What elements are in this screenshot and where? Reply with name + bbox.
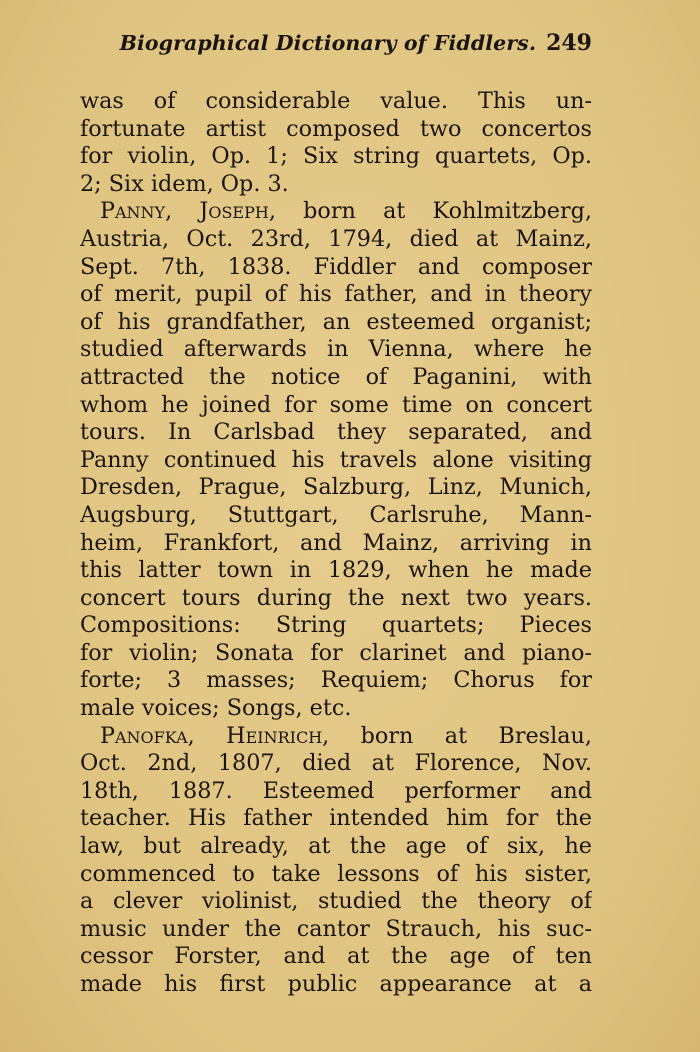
text-line: cessor Forster, and at the age of ten — [80, 943, 592, 970]
entry-headword-panny: Panny, Joseph, — [100, 198, 276, 225]
text-line: music under the cantor Strauch, his suc- — [80, 915, 592, 942]
text-line: this latter town in 1829, when he made — [80, 557, 592, 584]
entry-headword-panofka: Panofka, Heinrich, — [100, 722, 330, 749]
text-line: Compositions: String quartets; Pieces — [80, 612, 592, 639]
text-line: made his first public appearance at a — [80, 971, 592, 997]
text-line: whom he joined for some time on concert — [80, 391, 592, 418]
entry-heading-line-panofka — [80, 723, 592, 751]
text-line: tours. In Carlsbad they separated, and — [80, 419, 592, 446]
running-title: Biographical Dictionary of Fiddlers. — [119, 31, 537, 55]
entry-heading-rest-panny: born at Kohlmitzberg, — [275, 198, 592, 225]
text-line: studied afterwards in Vienna, where he — [80, 336, 592, 363]
text-line: forte; 3 masses; Requiem; Chorus for — [80, 667, 592, 694]
text-line: Sept. 7th, 1838. Fiddler and composer — [80, 253, 592, 280]
text-line: Panny continued his travels alone visiting — [80, 446, 592, 473]
text-line: attracted the notice of Paganini, with — [80, 363, 592, 390]
entry-heading-rest-panofka: born at Breslau, — [329, 722, 592, 749]
text-line: male voices; Songs, etc. — [80, 695, 352, 722]
text-line: a clever violinist, studied the theory of — [80, 888, 592, 915]
text-line: law, but already, at the age of six, he — [80, 833, 592, 860]
entry-heading-line-panny — [80, 198, 592, 226]
text-line: fortunate artist composed two concertos — [80, 115, 592, 142]
text-line: heim, Frankfort, and Mainz, arriving in — [80, 529, 592, 556]
text-line: 18th, 1887. Esteemed performer and — [80, 777, 592, 804]
text-line: concert tours during the next two years. — [80, 584, 592, 611]
text-line: for violin, Op. 1; Six string quartets, Op. — [80, 143, 592, 170]
page-number: 249 — [546, 30, 592, 56]
text-line: Dresden, Prague, Salzburg, Linz, Munich, — [80, 474, 592, 501]
text-line: Austria, Oct. 23rd, 1794, died at Mainz, — [80, 225, 592, 252]
text-line: commenced to take lessons of his sister, — [80, 860, 592, 887]
text-line: of merit, pupil of his father, and in theory — [80, 281, 592, 308]
text-line: 2; Six idem, Op. 3. — [80, 170, 289, 197]
text-line: Augsburg, Stuttgart, Carlsruhe, Mann- — [80, 501, 592, 528]
body-text — [80, 88, 592, 999]
text-line: of his grandfather, an esteemed organist; — [80, 308, 592, 335]
page-header — [80, 30, 592, 66]
text-line: for violin; Sonata for clarinet and piano- — [80, 639, 592, 666]
text-line: Oct. 2nd, 1807, died at Florence, Nov. — [80, 750, 592, 777]
text-line: teacher. His father intended him for the — [80, 805, 592, 832]
text-line: was of considerable value. This un- — [80, 88, 592, 114]
